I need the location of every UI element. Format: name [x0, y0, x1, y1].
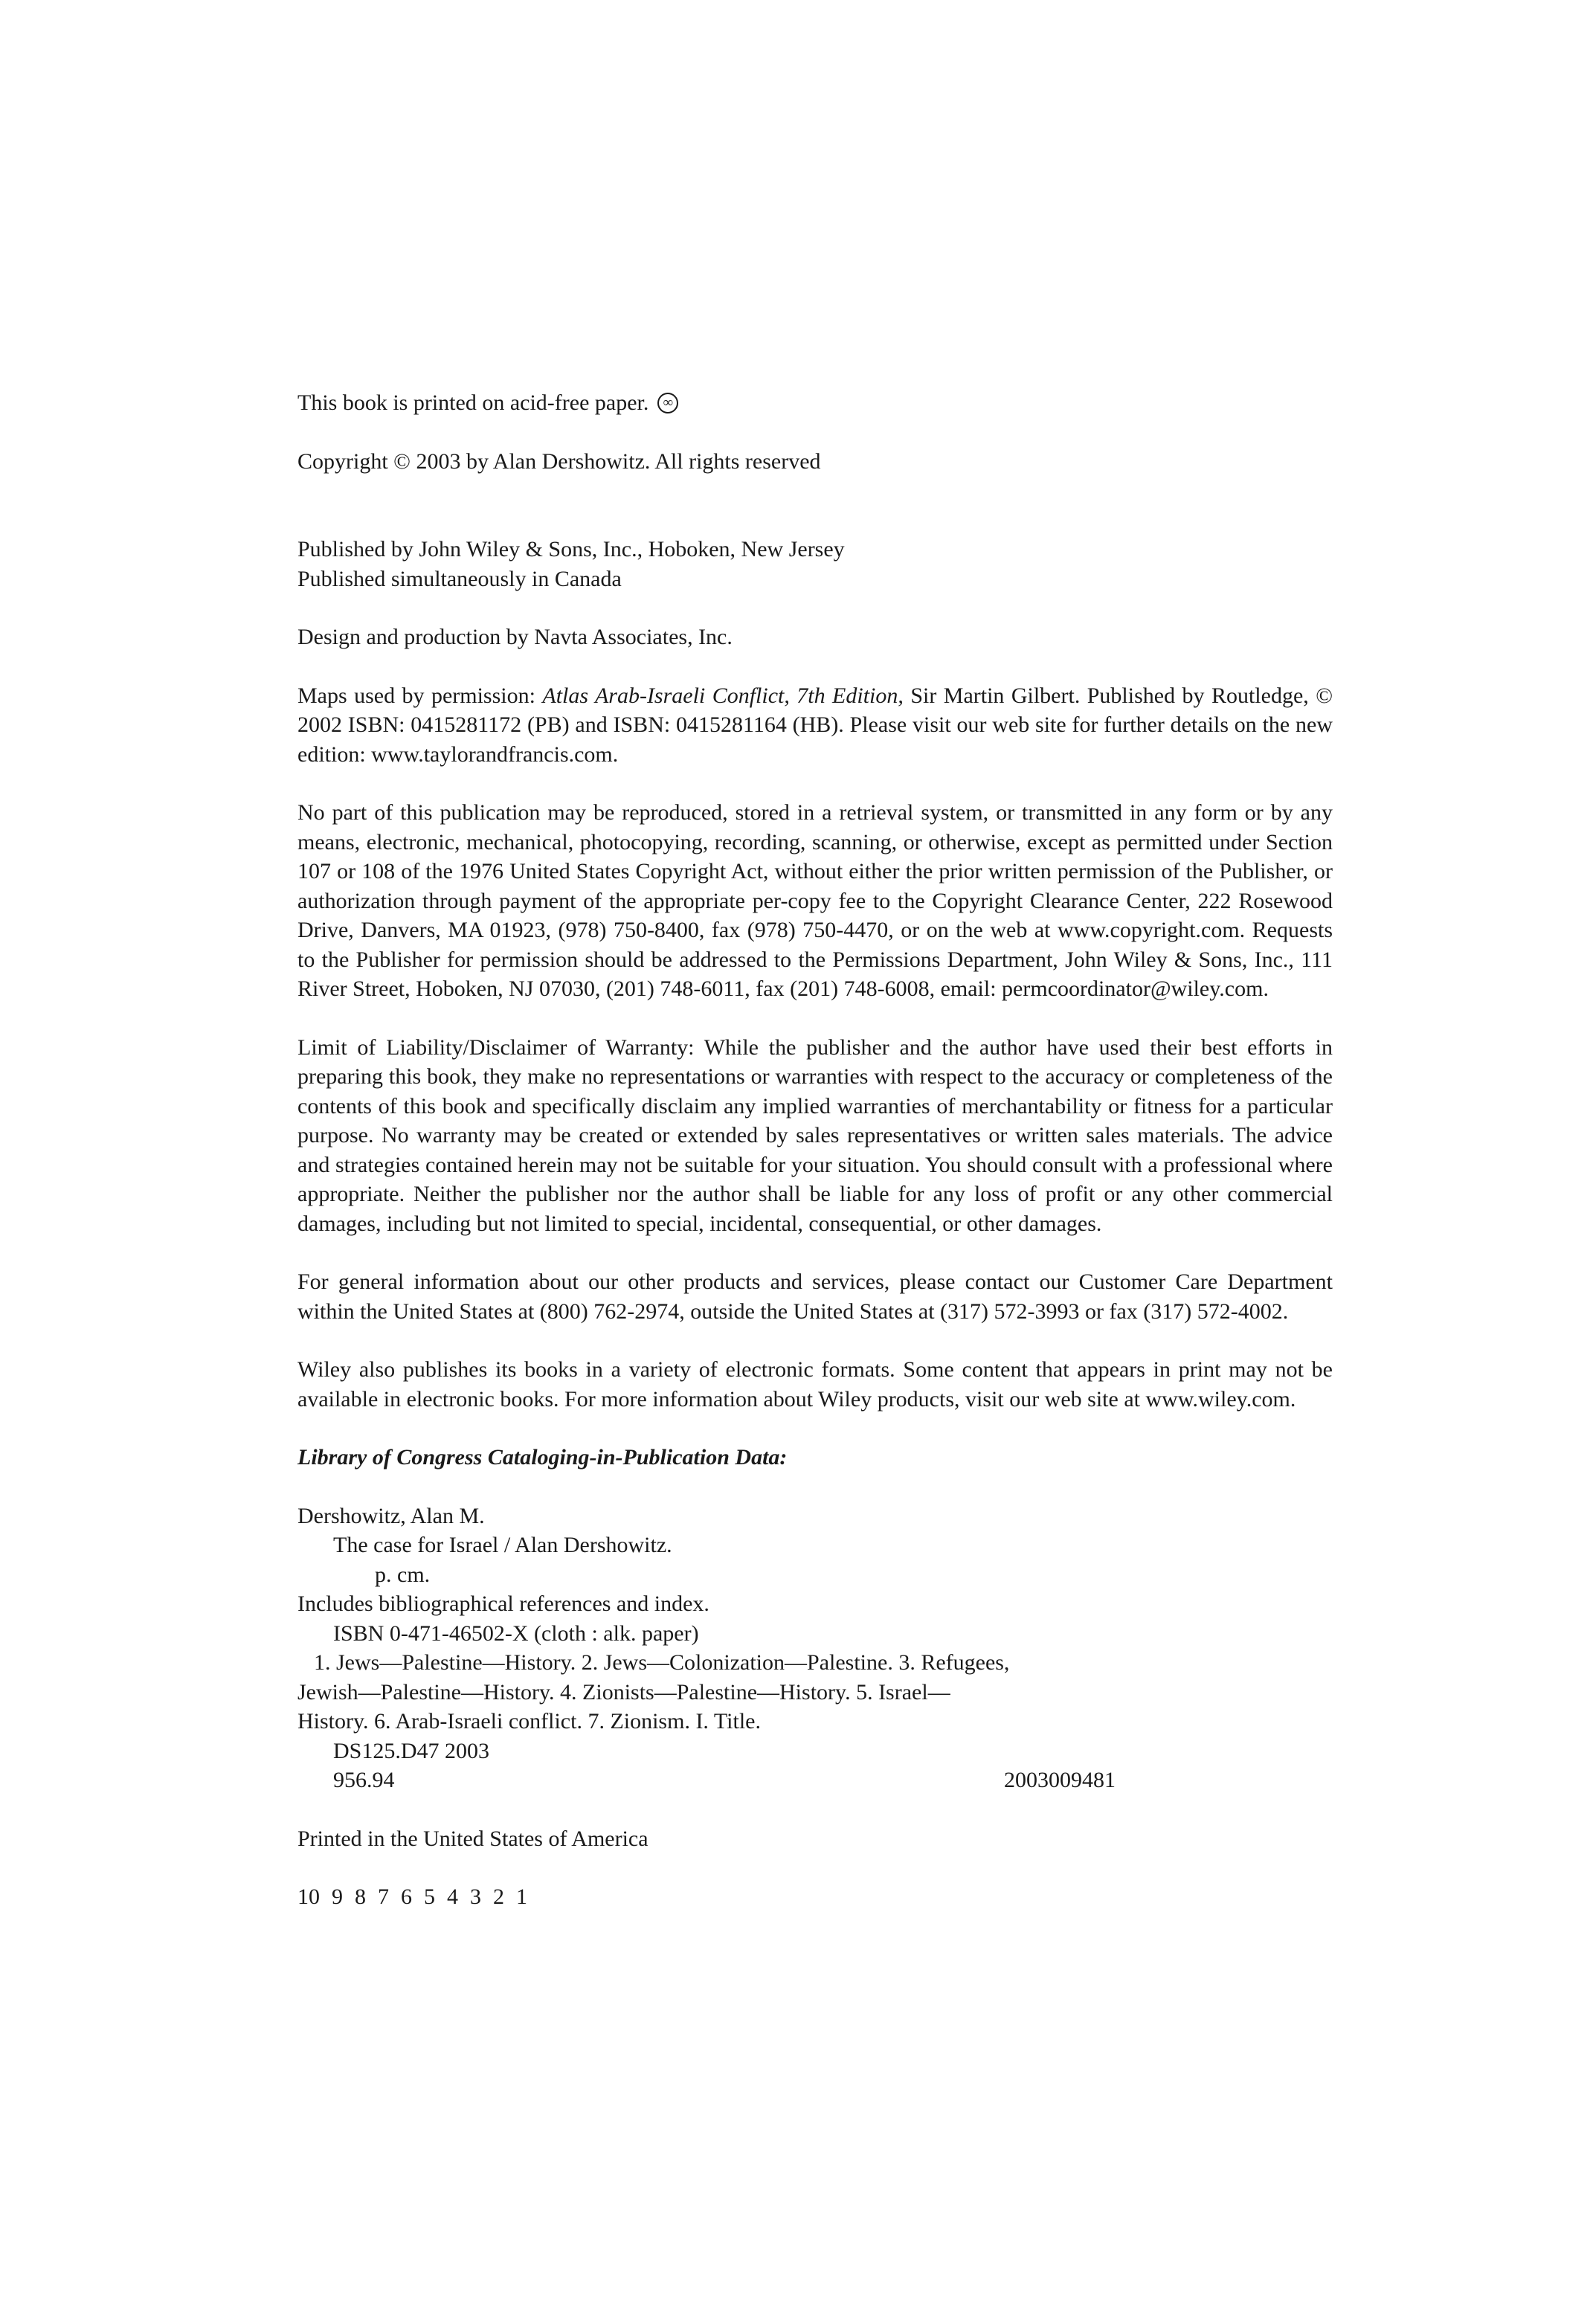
print-number: 1	[516, 1884, 527, 1909]
design-credit: Design and production by Navta Associates, Inc.	[297, 625, 733, 649]
print-number: 10	[297, 1884, 320, 1909]
maps-atlas-title: Atlas Arab-Israeli Conflict, 7th Edition,	[542, 683, 904, 708]
acid-free-note: This book is printed on acid-free paper.	[297, 390, 649, 415]
print-number: 3	[470, 1884, 481, 1909]
cip-number-row	[297, 1765, 1116, 1795]
cip-block	[297, 1501, 1116, 1795]
cip-classification: DS125.D47 2003	[333, 1738, 490, 1763]
cip-subjects: History. 6. Arab-Israeli conflict. 7. Zionism. I. Title.	[297, 1709, 761, 1734]
acid-free-line	[297, 388, 1333, 418]
cip-subjects: 1. Jews—Palestine—History. 2. Jews—Colonization—Palestine. 3. Refugees,	[314, 1650, 1010, 1675]
maps-details: Sir Martin Gilbert. Published by Routledge, © 2002 ISBN: 0415281172 (PB) and ISBN: 0415281164 (HB). Please visit our web site for further details on the new edition: www.taylorandfrancis.com.	[297, 683, 1333, 767]
cip-includes: Includes bibliographical references and index.	[297, 1591, 709, 1616]
copyright-page	[297, 388, 1333, 1912]
electronic-formats: Wiley also publishes its books in a variety of electronic formats. Some content that appears in print may not be available in electronic books. For more information about Wiley products, visit our web site at www.wiley.com.	[297, 1357, 1333, 1412]
copyright-notice: Copyright © 2003 by Alan Dershowitz. All rights reserved	[297, 448, 821, 474]
liability-disclaimer: Limit of Liability/Disclaimer of Warranty: While the publisher and the author have used their best efforts in preparing this book, they make no representations or warranties with respect to the accuracy or completeness of the contents of this book and specifically disclaim any implied warranties of merchantability or fitness for a particular purpose. No warranty may be created or extended by sales representatives or written sales materials. The advice and strategies contained herein may not be suitable for your situation. You should consult with a professional where appropriate. Neither the publisher nor the author shall be liable for any loss of profit or any other commercial damages, including but not limited to special, incidental, consequential, or other damages.	[297, 1034, 1333, 1236]
printed-in: Printed in the United States of America	[297, 1826, 648, 1851]
cip-lccn: 2003009481	[1004, 1768, 1116, 1792]
print-number: 6	[401, 1884, 412, 1909]
cip-pages: p. cm.	[375, 1562, 431, 1587]
reproduction-notice: No part of this publication may be reproduced, stored in a retrieval system, or transmitted in any form or by any means, electronic, mechanical, photocopying, recording, scanning, or otherwise, except as permitted under Section 107 or 108 of the 1976 United States Copyright Act, without either the prior written permission of the Publisher, or authorization through payment of the appropriate per-copy fee to the Copyright Clearance Center, 222 Rosewood Drive, Danvers, MA 01923, (978) 750-8400, fax (978) 750-4470, or on the web at www.copyright.com. Requests to the Publisher for permission should be addressed to the Permissions Department, John Wiley & Sons, Inc., 111 River Street, Hoboken, NJ 07030, (201) 748-6011, fax (201) 748-6008, email: permcoordinator@wiley.com.	[297, 800, 1333, 1001]
general-information: For general information about our other products and services, please contact our Customer Care Department within the United States at (800) 762-2974, outside the United States at (317) 572-3993 or fax (317) 572-4002.	[297, 1269, 1333, 1324]
print-line	[297, 1882, 1333, 1912]
print-number: 5	[424, 1884, 435, 1909]
print-number: 4	[447, 1884, 458, 1909]
published-canada-line: Published simultaneously in Canada	[297, 566, 622, 591]
print-number: 8	[355, 1884, 366, 1909]
cip-subjects: Jewish—Palestine—History. 4. Zionists—Palestine—History. 5. Israel—	[297, 1679, 950, 1705]
maps-prefix: Maps used by permission:	[297, 683, 543, 708]
cip-dewey: 956.94	[333, 1768, 395, 1792]
cip-author: Dershowitz, Alan M.	[297, 1503, 485, 1528]
cip-isbn: ISBN 0-471-46502-X (cloth : alk. paper)	[333, 1620, 699, 1646]
publisher-line: Published by John Wiley & Sons, Inc., Hoboken, New Jersey	[297, 537, 845, 561]
cip-heading: Library of Congress Cataloging-in-Publication Data:	[297, 1445, 788, 1470]
print-number: 7	[378, 1884, 389, 1909]
print-number: 2	[493, 1884, 504, 1909]
infinity-icon: ∞	[657, 393, 678, 413]
maps-permission	[297, 681, 1333, 770]
cip-title: The case for Israel / Alan Dershowitz.	[333, 1533, 672, 1557]
print-number: 9	[332, 1884, 343, 1909]
